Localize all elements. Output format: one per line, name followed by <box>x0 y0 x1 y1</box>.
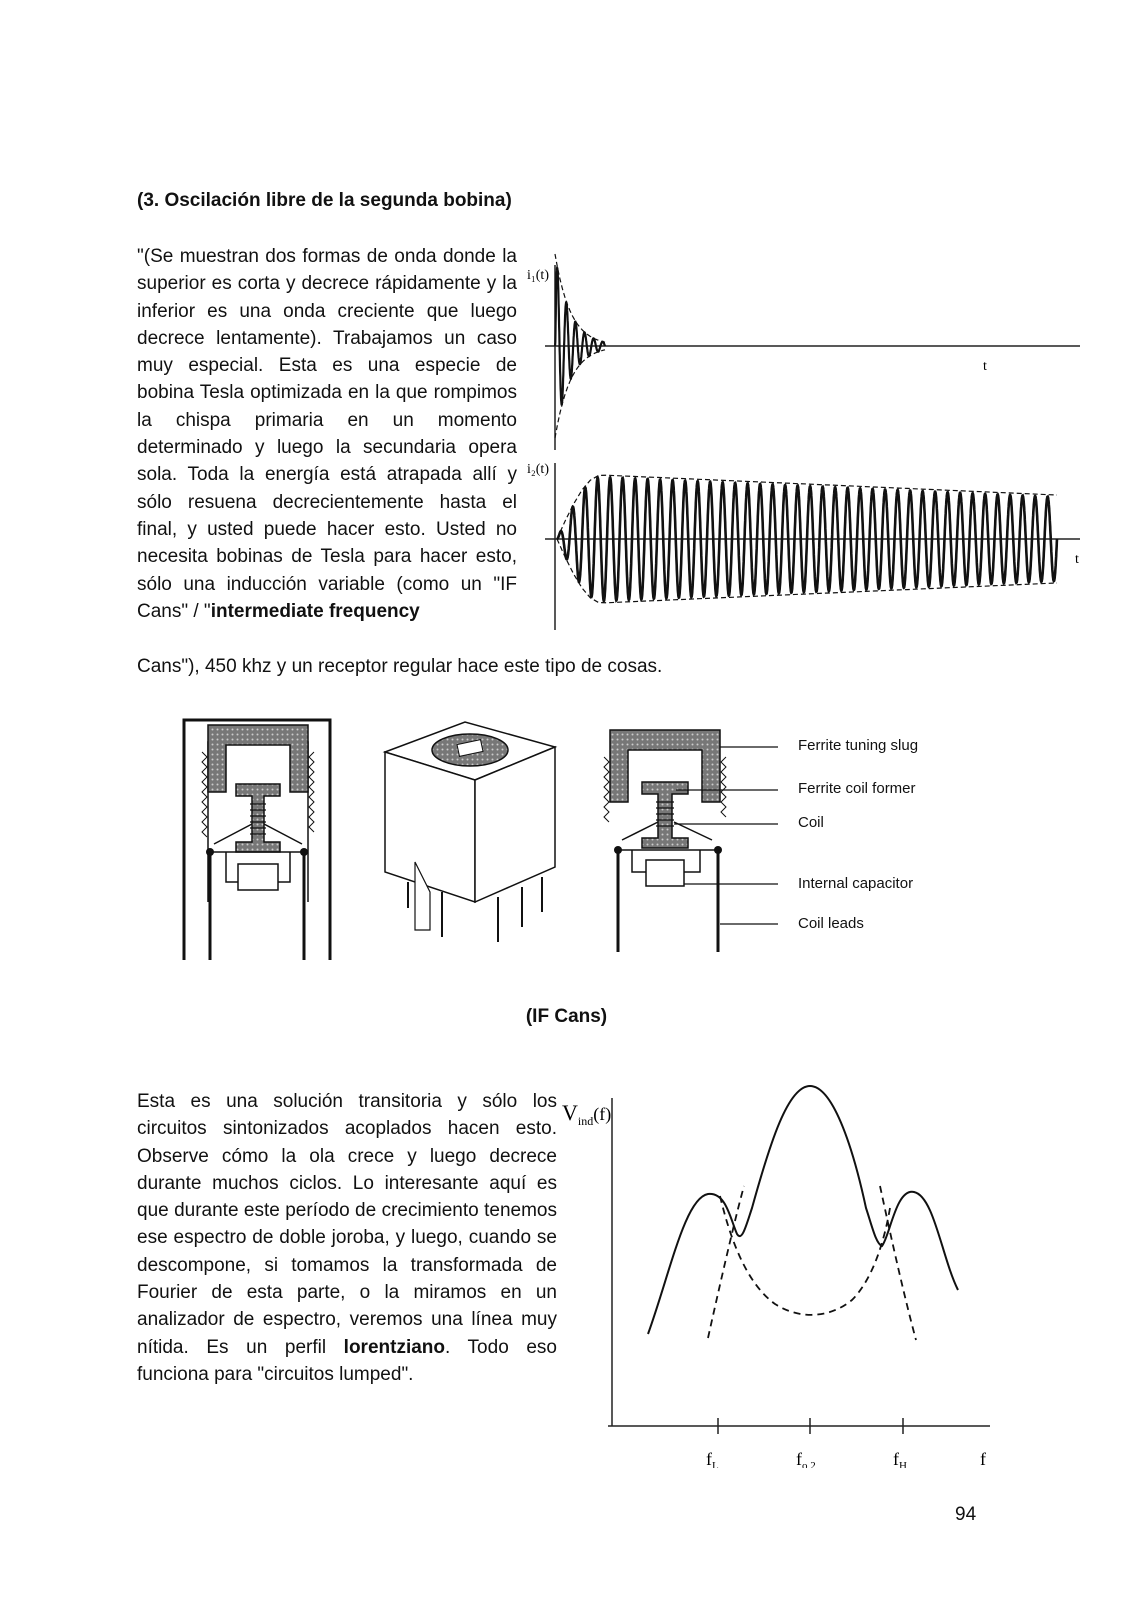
paragraph-waveforms <box>137 243 517 625</box>
coil-former-left <box>236 784 280 852</box>
section-heading: (3. Oscilación libre de la segunda bobina) <box>137 190 512 211</box>
spectrum-figure <box>560 1068 1020 1468</box>
tick-fo2: $f_{o 2}$ <box>796 1449 816 1468</box>
if-can-illustration <box>180 712 960 972</box>
tuning-slug-left <box>208 725 308 792</box>
if-can-cross-section-right <box>604 730 918 952</box>
paragraph-waveforms-text: "(Se muestran dos formas de onda donde la superior es corta y decrece rápidamente y la inferior es una onda creciente que luego decrece lentamente). Trabajamos un caso muy especial. Esta es una especie de bobina Tesla optimizada en la que rompimos la chispa primaria en un momento determinado y luego la secundaria opera sola. Toda la energía está atrapada allí y sólo resuena decrecientemente hasta el final, y usted puede hacer esto. Usted no necesita bobinas de Tesla para hacer esto, sólo una inducción variable (como un "IF Cans" / " <box>137 246 517 622</box>
bottom-t-label: t <box>1075 552 1079 567</box>
tick-fL: $f_L$ <box>706 1449 719 1468</box>
top-t-label: t <box>983 359 987 374</box>
label-ferrite-tuning-slug: Ferrite tuning slug <box>798 737 919 754</box>
paragraph-waveforms-bold: intermediate frequency <box>210 600 420 622</box>
dashed-right-branch <box>880 1186 916 1340</box>
tick-fH: $f_H$ <box>893 1449 907 1468</box>
x-axis-label: f <box>980 1449 986 1468</box>
y-axis-label: $V_{ind}^{(f)}$ <box>562 1100 612 1128</box>
page-number: 94 <box>955 1504 977 1525</box>
label-coil: Coil <box>798 814 824 831</box>
dashed-lorentzian-trough <box>720 1196 890 1315</box>
bottom-wave-label: i₂(t) <box>527 462 549 477</box>
paragraph-spectrum <box>137 1088 557 1388</box>
waveform-figure <box>525 245 1085 640</box>
paragraph-spectrum-bold: lorentziano <box>343 1336 446 1358</box>
paragraph-spectrum-text-1: Esta es una solución transitoria y sólo los circuitos sintonizados acoplados hacen esto. Observe cómo la ola crece y luego decrece durante muchos ciclos. Lo interesante aquí es que durante este período de crecimiento tenemos ese espectro de doble joroba, y luego, cuando se descompone, si tomamos la transformada de Fourier de esta parte, o la miramos en un analizador de espectro, veremos una línea muy nítida. Es un perfil <box>137 1091 557 1358</box>
if-can-cross-section-left <box>184 720 330 960</box>
paragraph-spectrum-text-2: . Todo eso funciona para "circuitos lumped". <box>137 1336 557 1385</box>
figure-caption: (IF Cans) <box>525 1006 608 1027</box>
growing-decaying-wave-i2 <box>557 477 1057 601</box>
coil-former-right <box>642 782 688 848</box>
top-wave-label: i₁(t) <box>527 268 549 283</box>
capacitor-left <box>238 864 278 890</box>
label-ferrite-coil-former: Ferrite coil former <box>798 780 916 797</box>
capacitor-right <box>646 860 684 886</box>
dashed-left-branch <box>708 1186 744 1338</box>
label-internal-capacitor: Internal capacitor <box>798 875 914 892</box>
double-hump-spectrum <box>648 1086 958 1334</box>
if-can-3d-view <box>385 722 555 942</box>
label-coil-leads: Coil leads <box>798 915 864 932</box>
paragraph-waveforms-last-line: Cans"), 450 khz y un receptor regular hace este tipo de cosas. <box>137 656 663 677</box>
